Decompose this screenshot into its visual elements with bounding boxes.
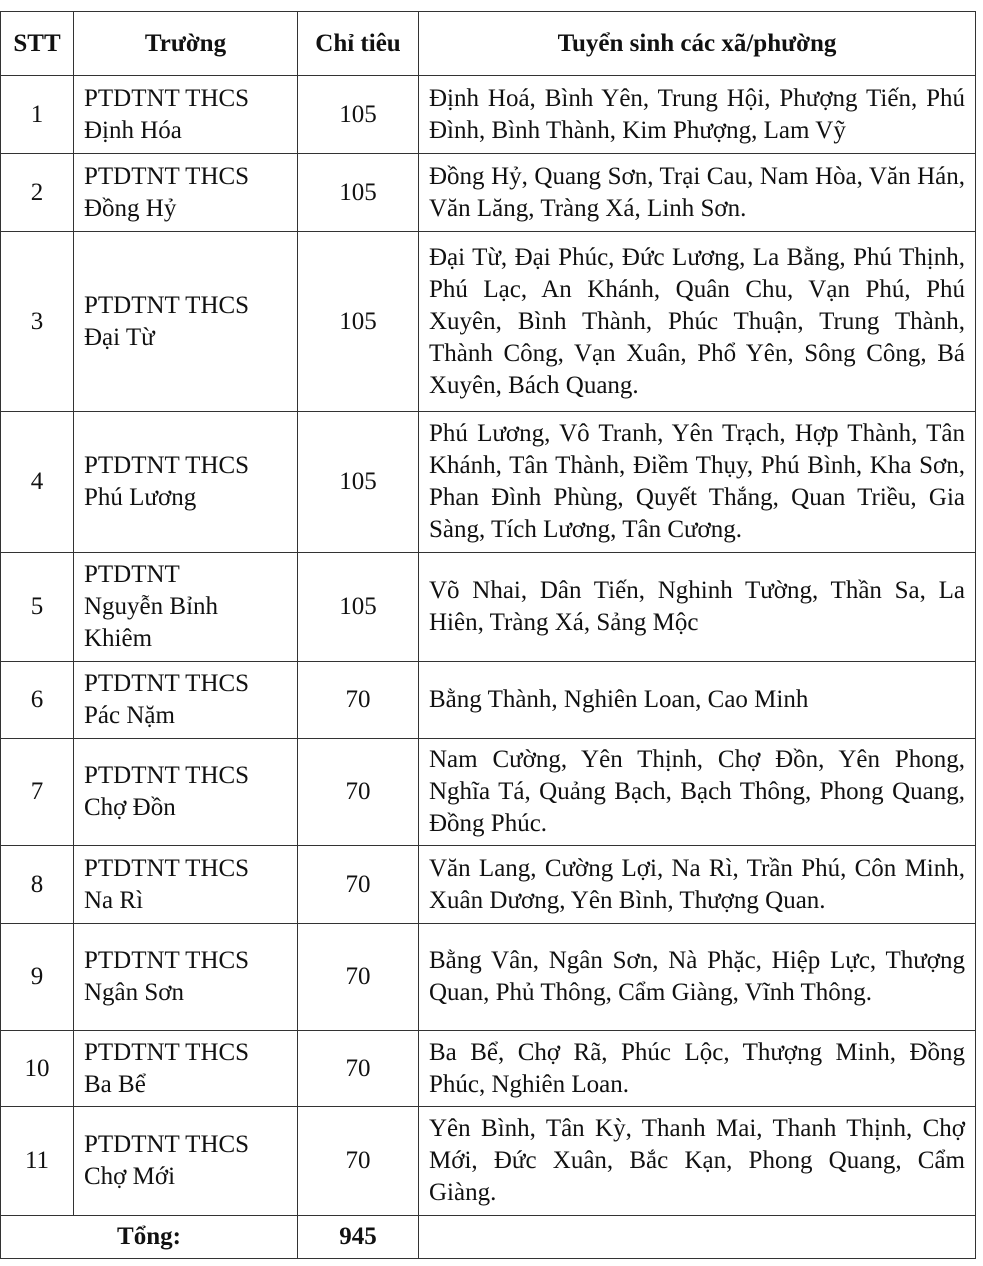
row-quota: 105 <box>298 412 419 553</box>
school-line-1: PTDTNT THCS <box>84 947 250 974</box>
school-line-2: Nguyễn Bỉnh <box>84 593 219 620</box>
table-row <box>1 739 976 846</box>
row-areas: Đồng Hỷ, Quang Sơn, Trại Cau, Nam Hòa, Văn Hán, Văn Lăng, Tràng Xá, Linh Sơn. <box>419 154 976 232</box>
table-row <box>1 232 976 412</box>
header-areas: Tuyển sinh các xã/phường <box>419 12 976 76</box>
total-value: 945 <box>298 1216 419 1259</box>
header-school: Trường <box>74 12 298 76</box>
school-line-1: PTDTNT THCS <box>84 84 250 112</box>
row-school <box>74 412 298 553</box>
table-row <box>1 412 976 553</box>
row-quota: 105 <box>298 553 419 662</box>
row-quota: 70 <box>298 1031 419 1107</box>
table-row <box>1 924 976 1031</box>
header-stt: STT <box>1 12 74 76</box>
row-stt: 2 <box>1 154 74 232</box>
row-school <box>74 553 298 662</box>
row-stt: 1 <box>1 76 74 154</box>
row-areas: Nam Cường, Yên Thịnh, Chợ Đồn, Yên Phong, Nghĩa Tá, Quảng Bạch, Bạch Thông, Phong Quang, Đồng Phúc. <box>419 739 976 846</box>
table-row <box>1 76 976 154</box>
school-line-1: PTDTNT THCS <box>84 1038 250 1066</box>
school-line-1: PTDTNT THCS <box>84 452 250 479</box>
row-areas: Định Hoá, Bình Yên, Trung Hội, Phượng Tiến, Phú Đình, Bình Thành, Kim Phượng, Lam Vỹ <box>419 76 976 154</box>
school-line-2: Đồng Hỷ <box>84 194 177 222</box>
row-quota: 70 <box>298 924 419 1031</box>
school-line-2: Pác Nặm <box>84 702 175 729</box>
row-stt: 6 <box>1 662 74 739</box>
row-areas: Võ Nhai, Dân Tiến, Nghinh Tường, Thần Sa, La Hiên, Tràng Xá, Sảng Mộc <box>419 553 976 662</box>
row-school <box>74 232 298 412</box>
school-line-1: PTDTNT THCS <box>84 162 250 190</box>
row-school <box>74 739 298 846</box>
total-row <box>1 1216 976 1259</box>
row-areas: Đại Từ, Đại Phúc, Đức Lương, La Bằng, Phú Thịnh, Phú Lạc, An Khánh, Quân Chu, Vạn Phú, Phú Xuyên, Bình Thành, Phúc Thuận, Trung Thành, Thành Công, Vạn Xuân, Phổ Yên, Sông Công, Bá Xuyên, Bách Quang. <box>419 232 976 412</box>
row-areas: Bằng Vân, Ngân Sơn, Nà Phặc, Hiệp Lực, Thượng Quan, Phủ Thông, Cẩm Giàng, Vĩnh Thông. <box>419 924 976 1031</box>
row-quota: 70 <box>298 1107 419 1216</box>
row-quota: 105 <box>298 76 419 154</box>
school-line-1: PTDTNT THCS <box>84 291 250 319</box>
row-school <box>74 154 298 232</box>
school-line-2: Ngân Sơn <box>84 979 185 1006</box>
row-school <box>74 1031 298 1107</box>
row-areas: Yên Bình, Tân Kỳ, Thanh Mai, Thanh Thịnh, Chợ Mới, Đức Xuân, Bắc Kạn, Phong Quang, Cẩm Giàng. <box>419 1107 976 1216</box>
row-school <box>74 662 298 739</box>
school-line-1: PTDTNT <box>84 561 180 588</box>
row-stt: 3 <box>1 232 74 412</box>
total-areas <box>419 1216 976 1259</box>
school-line-2: Chợ Mới <box>84 1163 176 1190</box>
row-areas: Bằng Thành, Nghiên Loan, Cao Minh <box>419 662 976 739</box>
school-line-2: Phú Lương <box>84 484 197 511</box>
table-row <box>1 553 976 662</box>
row-stt: 7 <box>1 739 74 846</box>
school-line-2: Đại Từ <box>84 323 155 351</box>
row-quota: 70 <box>298 846 419 924</box>
row-stt: 8 <box>1 846 74 924</box>
row-stt: 11 <box>1 1107 74 1216</box>
header-row <box>1 12 976 76</box>
row-school <box>74 924 298 1031</box>
row-areas: Phú Lương, Vô Tranh, Yên Trạch, Hợp Thành, Tân Khánh, Tân Thành, Điềm Thụy, Phú Bình, Kha Sơn, Phan Đình Phùng, Quyết Thắng, Quan Triều, Gia Sàng, Tích Lương, Tân Cương. <box>419 412 976 553</box>
row-quota: 105 <box>298 154 419 232</box>
row-stt: 10 <box>1 1031 74 1107</box>
row-areas: Ba Bể, Chợ Rã, Phúc Lộc, Thượng Minh, Đồng Phúc, Nghiên Loan. <box>419 1031 976 1107</box>
school-line-2: Na Rì <box>84 886 144 914</box>
row-school <box>74 1107 298 1216</box>
table-row <box>1 662 976 739</box>
table-row <box>1 1031 976 1107</box>
school-line-1: PTDTNT THCS <box>84 670 250 697</box>
school-line-2: Định Hóa <box>84 116 182 144</box>
row-quota: 105 <box>298 232 419 412</box>
school-line-2: Ba Bể <box>84 1070 146 1098</box>
header-quota: Chỉ tiêu <box>298 12 419 76</box>
row-school <box>74 76 298 154</box>
table-row <box>1 154 976 232</box>
school-line-1: PTDTNT THCS <box>84 854 250 882</box>
table-row <box>1 1107 976 1216</box>
row-school <box>74 846 298 924</box>
school-line-1: PTDTNT THCS <box>84 762 250 789</box>
row-quota: 70 <box>298 739 419 846</box>
school-line-1: PTDTNT THCS <box>84 1131 250 1158</box>
table-row <box>1 846 976 924</box>
school-line-2: Chợ Đồn <box>84 794 176 821</box>
school-line-3: Khiêm <box>84 625 153 652</box>
row-quota: 70 <box>298 662 419 739</box>
enrollment-quota-table <box>0 11 976 1259</box>
row-areas: Văn Lang, Cường Lợi, Na Rì, Trần Phú, Côn Minh, Xuân Dương, Yên Bình, Thượng Quan. <box>419 846 976 924</box>
row-stt: 5 <box>1 553 74 662</box>
row-stt: 9 <box>1 924 74 1031</box>
total-label: Tổng: <box>1 1216 298 1259</box>
row-stt: 4 <box>1 412 74 553</box>
